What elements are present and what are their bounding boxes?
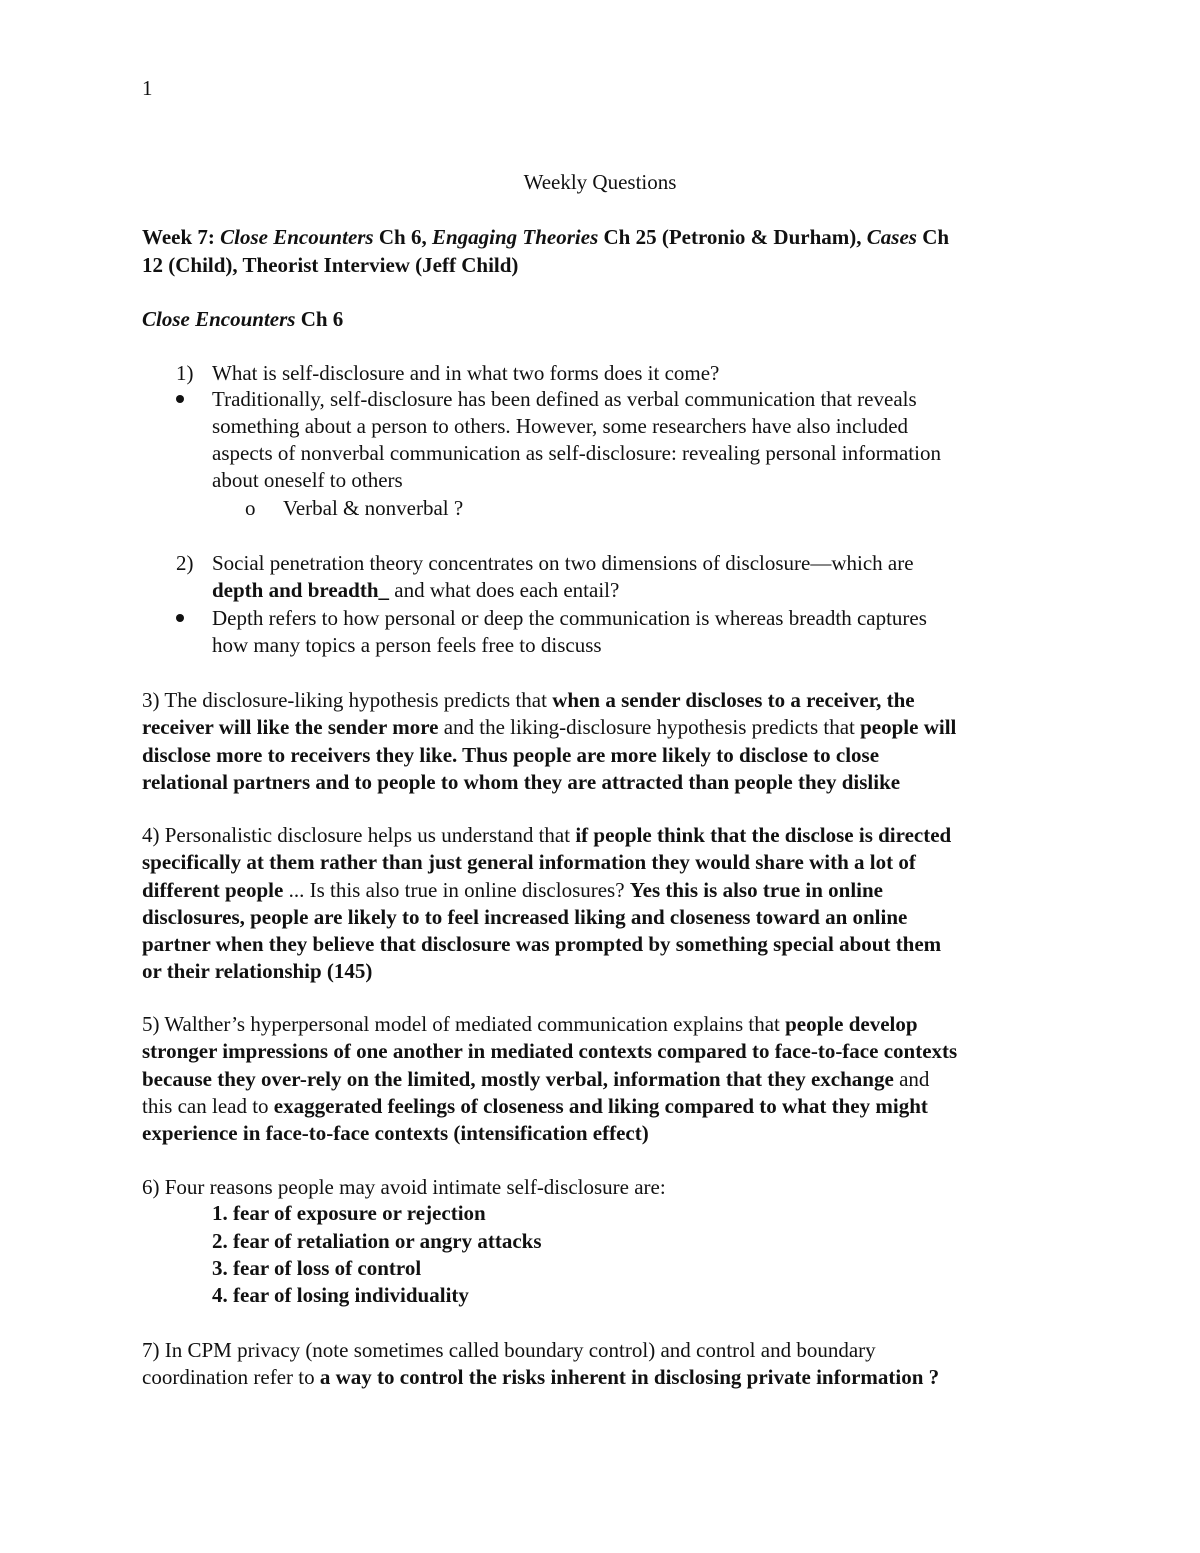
answer-line: how many topics a person feels free to discuss (212, 633, 602, 657)
question-3: 3) The disclosure-liking hypothesis predicts that when a sender discloses to a receiver, the receiver will like the sender more and the liking-disclosure hypothesis predicts that people will disclose more to receivers they like. Thus people are more likely to disclose to close relational partners and to people to whom they are attracted than people they dislike (142, 688, 957, 794)
question-text-line2: depth and breadth_ and what does each entail? (212, 578, 620, 602)
list-item: 4. fear of losing individuality (212, 1283, 469, 1307)
question-number: 2) (176, 551, 194, 575)
bullet-icon (176, 614, 184, 622)
bullet-icon (176, 395, 184, 403)
list-item: 2. fear of retaliation or angry attacks (212, 1229, 542, 1253)
week-header-line2: 12 (Child), Theorist Interview (Jeff Child) (142, 253, 519, 277)
sub-answer: Verbal & nonverbal ? (283, 496, 464, 520)
question-5: 5) Walther’s hyperpersonal model of mediated communication explains that people develop stronger impressions of one another in mediated contexts compared to face-to-face contexts because they over-rely on the limited, mostly verbal, information that they exchange and this can lead to exaggerated feelings of closeness and liking compared to what they might experience in face-to-face contexts (intensification effect) (142, 1012, 958, 1146)
sub-bullet-marker: o (245, 496, 256, 520)
section-heading: Close Encounters Ch 6 (142, 307, 344, 331)
question-text: Social penetration theory concentrates on two dimensions of disclosure—which are (212, 551, 914, 575)
answer-line: aspects of nonverbal communication as self-disclosure: revealing personal information (212, 441, 941, 465)
question-7: 7) In CPM privacy (note sometimes called boundary control) and control and boundary coordination refer to a way to control the risks inherent in disclosing private information ? (142, 1338, 940, 1390)
list-item: 1. fear of exposure or rejection (212, 1201, 486, 1225)
question-text: What is self-disclosure and in what two forms does it come? (212, 361, 720, 385)
question-4: 4) Personalistic disclosure helps us understand that if people think that the disclose is directed specifically at them rather than just general information they would share with a lot of different people ... Is this also true in online disclosures? Yes this is also true in online disclosures, people are likely to to feel increased liking and closeness toward an online partner when they believe that disclosure was prompted by something special about them or their relationship (145) (142, 823, 952, 984)
answer-line: Traditionally, self-disclosure has been defined as verbal communication that reveals (212, 387, 917, 411)
book-title: Close Encounters (220, 225, 374, 249)
question-number: 1) (176, 361, 194, 385)
page-title: Weekly Questions (523, 170, 677, 194)
question-text: 6) Four reasons people may avoid intimate self-disclosure are: (142, 1175, 666, 1199)
page-number: 1 (142, 76, 153, 100)
answer-line: Depth refers to how personal or deep the communication is whereas breadth captures (212, 606, 927, 630)
week-header-line1: Week 7: Close Encounters Ch 6, Engaging Theories Ch 25 (Petronio & Durham), Cases Ch (142, 225, 950, 249)
book-title: Engaging Theories (431, 225, 599, 249)
book-title: Cases (866, 225, 917, 249)
list-item: 3. fear of loss of control (212, 1256, 422, 1280)
answer-line: something about a person to others. However, some researchers have also included (212, 414, 909, 438)
answer-line: about oneself to others (212, 468, 403, 492)
